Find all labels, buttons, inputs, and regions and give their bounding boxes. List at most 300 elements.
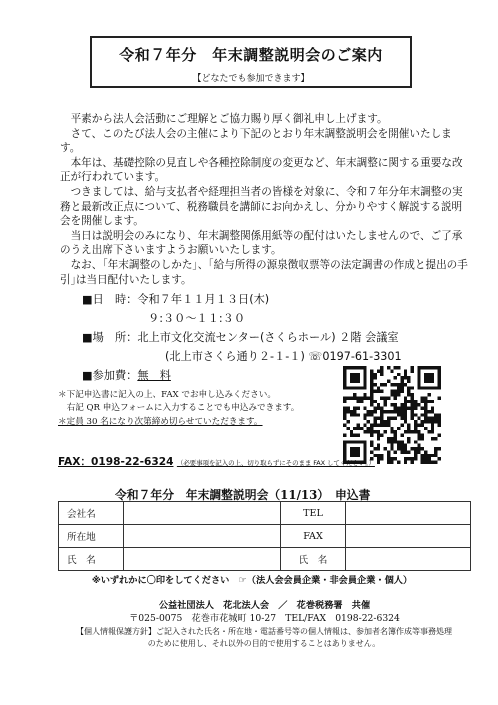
qr-module: [438, 376, 441, 379]
qr-module: [387, 410, 390, 413]
qr-module: [407, 386, 410, 389]
qr-module: [373, 417, 376, 420]
qr-module: [380, 390, 383, 393]
qr-module: [370, 400, 373, 403]
qr-module: [343, 434, 346, 437]
qr-module: [394, 417, 397, 420]
qr-module: [380, 410, 383, 413]
qr-module: [438, 420, 441, 423]
qr-module: [346, 427, 349, 430]
qr-module: [353, 376, 356, 379]
qr-module: [390, 403, 393, 406]
qr-module: [407, 427, 410, 430]
qr-module: [370, 434, 373, 437]
qr-module: [434, 386, 437, 389]
qr-module: [363, 386, 366, 389]
qr-module: [373, 410, 376, 413]
qr-module: [400, 447, 403, 450]
qr-module: [360, 427, 363, 430]
qr-module: [438, 413, 441, 416]
qr-module: [394, 410, 397, 413]
qr-module: [400, 417, 403, 420]
qr-module: [367, 427, 370, 430]
qr-module: [343, 376, 346, 379]
qr-module: [370, 369, 373, 372]
qr-module: [363, 430, 366, 433]
qr-module: [387, 440, 390, 443]
qr-module: [411, 400, 414, 403]
qr-module: [431, 366, 434, 369]
qr-module: [380, 373, 383, 376]
qr-module: [417, 447, 420, 450]
qr-module: [400, 434, 403, 437]
qr-module: [370, 386, 373, 389]
event-fee: 無 料: [137, 369, 171, 382]
qr-module: [417, 376, 420, 379]
qr-module: [343, 447, 346, 450]
qr-module: [424, 420, 427, 423]
qr-module: [394, 396, 397, 399]
qr-module: [414, 440, 417, 443]
qr-module: [400, 423, 403, 426]
qr-code-image[interactable]: [343, 366, 441, 464]
note-fax: ＊下記申込書に記入の上、FAX でお申し込みください。: [58, 390, 276, 400]
qr-module: [421, 420, 424, 423]
qr-module: [357, 386, 360, 389]
qr-module: [357, 413, 360, 416]
tel-field[interactable]: [346, 502, 471, 525]
qr-module: [357, 400, 360, 403]
place-row: [82, 328, 412, 347]
fax-line: [58, 454, 448, 468]
qr-module: [427, 366, 430, 369]
qr-module: [397, 440, 400, 443]
qr-module: [384, 403, 387, 406]
qr-module: [380, 420, 383, 423]
qr-module: [438, 423, 441, 426]
qr-module: [431, 380, 434, 383]
qr-module: [357, 447, 360, 450]
qr-module: [400, 380, 403, 383]
organizer: 公益社団法人 花北法人会 ／ 花巻税務署 共催: [158, 600, 371, 611]
qr-module: [363, 376, 366, 379]
qr-module: [397, 413, 400, 416]
qr-module: [373, 423, 376, 426]
qr-module: [390, 437, 393, 440]
name-label-2: 氏 名: [281, 548, 346, 571]
qr-module: [360, 440, 363, 443]
qr-module: [387, 366, 390, 369]
qr-module: [343, 444, 346, 447]
qr-module: [421, 423, 424, 426]
qr-module: [394, 403, 397, 406]
qr-module: [350, 386, 353, 389]
qr-module: [421, 407, 424, 410]
qr-module: [370, 440, 373, 443]
address-label: 所在地: [59, 525, 124, 548]
qr-module: [357, 434, 360, 437]
qr-module: [353, 413, 356, 416]
title-box: [90, 36, 412, 88]
qr-module: [380, 417, 383, 420]
qr-module: [411, 386, 414, 389]
qr-module: [397, 410, 400, 413]
qr-module: [424, 403, 427, 406]
qr-module: [404, 417, 407, 420]
qr-module: [384, 423, 387, 426]
qr-module: [411, 430, 414, 433]
qr-module: [394, 366, 397, 369]
qr-module: [427, 430, 430, 433]
qr-module: [370, 396, 373, 399]
qr-module: [424, 380, 427, 383]
qr-module: [421, 434, 424, 437]
qr-module: [343, 386, 346, 389]
qr-module: [357, 373, 360, 376]
qr-module: [387, 380, 390, 383]
qr-module: [370, 393, 373, 396]
qr-module: [397, 383, 400, 386]
qr-code-icon: [343, 366, 441, 464]
qr-module: [414, 403, 417, 406]
qr-module: [424, 427, 427, 430]
qr-module: [390, 417, 393, 420]
qr-module: [404, 444, 407, 447]
qr-module: [414, 430, 417, 433]
privacy-line: 【個人情報保護方針】ご記入された氏名・所在地・電話番号等の個人情報は、参加者名簿作成等事務処理: [76, 627, 452, 636]
qr-module: [434, 447, 437, 450]
qr-module: [350, 376, 353, 379]
qr-module: [417, 386, 420, 389]
qr-module: [427, 420, 430, 423]
qr-module: [373, 400, 376, 403]
qr-module: [414, 447, 417, 450]
qr-module: [380, 413, 383, 416]
qr-module: [343, 410, 346, 413]
qr-module: [353, 380, 356, 383]
qr-module: [346, 440, 349, 443]
form-row: [59, 525, 471, 548]
qr-module: [373, 420, 376, 423]
qr-module: [384, 447, 387, 450]
qr-module: [387, 437, 390, 440]
qr-module: [404, 400, 407, 403]
membership-note: ※いずれかに〇印をしてください ☞（法人会会員企業・非会員企業・個人）: [91, 575, 413, 586]
qr-module: [417, 417, 420, 420]
qr-module: [417, 444, 420, 447]
qr-module: [346, 386, 349, 389]
qr-module: [427, 380, 430, 383]
qr-module: [353, 407, 356, 410]
qr-module: [400, 386, 403, 389]
qr-module: [363, 396, 366, 399]
qr-module: [384, 400, 387, 403]
qr-module: [400, 413, 403, 416]
qr-module: [350, 410, 353, 413]
form-row: [59, 502, 471, 525]
qr-module: [400, 444, 403, 447]
qr-module: [373, 383, 376, 386]
tel-label: TEL: [281, 502, 346, 525]
qr-module: [411, 366, 414, 369]
intro-text: [60, 112, 470, 287]
qr-module: [357, 376, 360, 379]
qr-module: [343, 413, 346, 416]
qr-module: [400, 440, 403, 443]
fax-label: FAX: [281, 525, 346, 548]
qr-module: [363, 407, 366, 410]
qr-module: [438, 369, 441, 372]
qr-module: [343, 423, 346, 426]
date-label: ■日 時：: [82, 293, 138, 306]
qr-module: [353, 447, 356, 450]
qr-module: [404, 369, 407, 372]
qr-module: [427, 393, 430, 396]
qr-module: [387, 396, 390, 399]
qr-module: [387, 420, 390, 423]
qr-module: [343, 373, 346, 376]
qr-module: [360, 386, 363, 389]
qr-module: [421, 447, 424, 450]
name-field-1[interactable]: [124, 548, 281, 571]
qr-module: [370, 413, 373, 416]
qr-module: [390, 447, 393, 450]
qr-module: [404, 413, 407, 416]
qr-module: [350, 380, 353, 383]
qr-module: [404, 403, 407, 406]
qr-module: [427, 410, 430, 413]
qr-module: [384, 430, 387, 433]
qr-module: [421, 400, 424, 403]
qr-module: [343, 396, 346, 399]
qr-module: [377, 444, 380, 447]
qr-module: [434, 366, 437, 369]
contact-info: 〒025-0075 花巻市花城町 10-27 TEL/FAX 0198-22-6324: [129, 612, 400, 624]
qr-module: [346, 407, 349, 410]
qr-module: [394, 376, 397, 379]
notes: [58, 389, 358, 429]
qr-module: [353, 393, 356, 396]
qr-module: [424, 366, 427, 369]
qr-module: [367, 410, 370, 413]
application-form: [58, 501, 471, 571]
qr-module: [397, 373, 400, 376]
qr-module: [417, 423, 420, 426]
qr-module: [407, 400, 410, 403]
qr-module: [377, 407, 380, 410]
qr-module: [407, 393, 410, 396]
qr-module: [414, 420, 417, 423]
qr-module: [380, 434, 383, 437]
qr-module: [397, 447, 400, 450]
fax-field[interactable]: [346, 525, 471, 548]
qr-module: [414, 427, 417, 430]
qr-module: [421, 437, 424, 440]
intro-paragraph: 当日は説明会のみになり、年末調整関係用紙等の配付はいたしませんので、ご了承のうえ出席下さいますようお願いいたします。: [60, 229, 463, 257]
qr-module: [438, 396, 441, 399]
qr-module: [438, 434, 441, 437]
qr-module: [387, 417, 390, 420]
company-field[interactable]: [124, 502, 281, 525]
qr-module: [397, 390, 400, 393]
qr-module: [411, 393, 414, 396]
qr-module: [384, 383, 387, 386]
qr-module: [370, 430, 373, 433]
qr-module: [350, 366, 353, 369]
qr-module: [417, 434, 420, 437]
qr-module: [343, 380, 346, 383]
qr-module: [384, 410, 387, 413]
qr-module: [424, 386, 427, 389]
qr-module: [380, 369, 383, 372]
qr-module: [343, 407, 346, 410]
qr-module: [384, 420, 387, 423]
qr-module: [431, 427, 434, 430]
qr-module: [404, 410, 407, 413]
qr-module: [350, 396, 353, 399]
qr-module: [357, 427, 360, 430]
qr-module: [411, 417, 414, 420]
qr-module: [350, 413, 353, 416]
qr-module: [394, 440, 397, 443]
qr-module: [387, 423, 390, 426]
qr-module: [367, 396, 370, 399]
privacy-line: のために使用し、それ以外の目的で使用することはありません。: [147, 638, 381, 648]
qr-module: [343, 366, 346, 369]
qr-module: [397, 427, 400, 430]
qr-module: [353, 410, 356, 413]
qr-module: [424, 373, 427, 376]
qr-module: [357, 407, 360, 410]
qr-module: [417, 437, 420, 440]
qr-module: [377, 390, 380, 393]
fee-label: ■参加費：: [82, 369, 138, 382]
qr-module: [363, 373, 366, 376]
note-qr: 右記 QR 申込フォームに入力することでも申込みできます。: [58, 403, 300, 414]
qr-module: [404, 420, 407, 423]
qr-module: [438, 417, 441, 420]
qr-module: [407, 407, 410, 410]
company-label: 会社名: [59, 502, 124, 525]
event-time: ９:３０〜１１:３０: [148, 312, 246, 325]
qr-module: [414, 423, 417, 426]
qr-module: [394, 407, 397, 410]
qr-module: [370, 403, 373, 406]
qr-module: [343, 440, 346, 443]
qr-module: [373, 390, 376, 393]
qr-module: [411, 407, 414, 410]
qr-module: [424, 417, 427, 420]
qr-module: [427, 373, 430, 376]
qr-module: [400, 376, 403, 379]
qr-module: [394, 390, 397, 393]
qr-module: [377, 447, 380, 450]
qr-module: [397, 366, 400, 369]
qr-module: [407, 380, 410, 383]
privacy-policy: [52, 626, 476, 649]
qr-module: [370, 444, 373, 447]
address-field[interactable]: [124, 525, 281, 548]
qr-module: [373, 373, 376, 376]
qr-module: [394, 430, 397, 433]
qr-module: [397, 393, 400, 396]
qr-module: [373, 376, 376, 379]
qr-module: [343, 383, 346, 386]
qr-module: [424, 407, 427, 410]
qr-module: [407, 376, 410, 379]
qr-module: [400, 407, 403, 410]
qr-module: [353, 427, 356, 430]
qr-module: [353, 434, 356, 437]
qr-module: [434, 437, 437, 440]
qr-module: [431, 420, 434, 423]
fax-instruction: （必要事項を記入の上、切り取らずにそのまま FAX してください。）: [176, 459, 375, 467]
qr-module: [380, 383, 383, 386]
qr-module: [390, 444, 393, 447]
qr-module: [380, 407, 383, 410]
qr-module: [421, 413, 424, 416]
qr-module: [434, 420, 437, 423]
qr-module: [431, 407, 434, 410]
qr-module: [427, 386, 430, 389]
qr-module: [407, 390, 410, 393]
page-title: 令和７年分 年末調整説明会のご案内: [119, 46, 383, 64]
qr-module: [438, 373, 441, 376]
qr-module: [427, 376, 430, 379]
qr-module: [411, 396, 414, 399]
qr-module: [363, 369, 366, 372]
qr-module: [404, 373, 407, 376]
qr-module: [350, 440, 353, 443]
qr-module: [370, 376, 373, 379]
qr-module: [370, 410, 373, 413]
qr-module: [427, 417, 430, 420]
qr-module: [370, 383, 373, 386]
qr-module: [404, 376, 407, 379]
qr-module: [424, 413, 427, 416]
qr-module: [390, 390, 393, 393]
qr-module: [431, 386, 434, 389]
qr-module: [431, 417, 434, 420]
qr-module: [380, 423, 383, 426]
intro-paragraph: 本年は、基礎控除の見直しや各種控除制度の変更など、年末調整に関する重要な改正が行われています。: [60, 156, 463, 184]
qr-module: [370, 423, 373, 426]
qr-module: [434, 413, 437, 416]
qr-module: [417, 369, 420, 372]
qr-module: [417, 380, 420, 383]
qr-module: [353, 366, 356, 369]
qr-module: [411, 369, 414, 372]
qr-module: [431, 430, 434, 433]
qr-module: [407, 437, 410, 440]
qr-module: [424, 410, 427, 413]
qr-module: [377, 434, 380, 437]
qr-module: [411, 447, 414, 450]
qr-module: [397, 386, 400, 389]
qr-module: [353, 386, 356, 389]
qr-module: [421, 386, 424, 389]
qr-module: [390, 440, 393, 443]
place-label: ■場 所：: [82, 331, 138, 344]
qr-module: [377, 423, 380, 426]
qr-module: [363, 383, 366, 386]
qr-module: [414, 413, 417, 416]
fax-number: FAX：0198-22-6324: [58, 456, 174, 468]
qr-module: [438, 380, 441, 383]
qr-module: [390, 369, 393, 372]
note-capacity: ＊定員 30 名になり次第締め切らせていただきます。: [58, 416, 263, 427]
name-field-2[interactable]: [346, 548, 471, 571]
